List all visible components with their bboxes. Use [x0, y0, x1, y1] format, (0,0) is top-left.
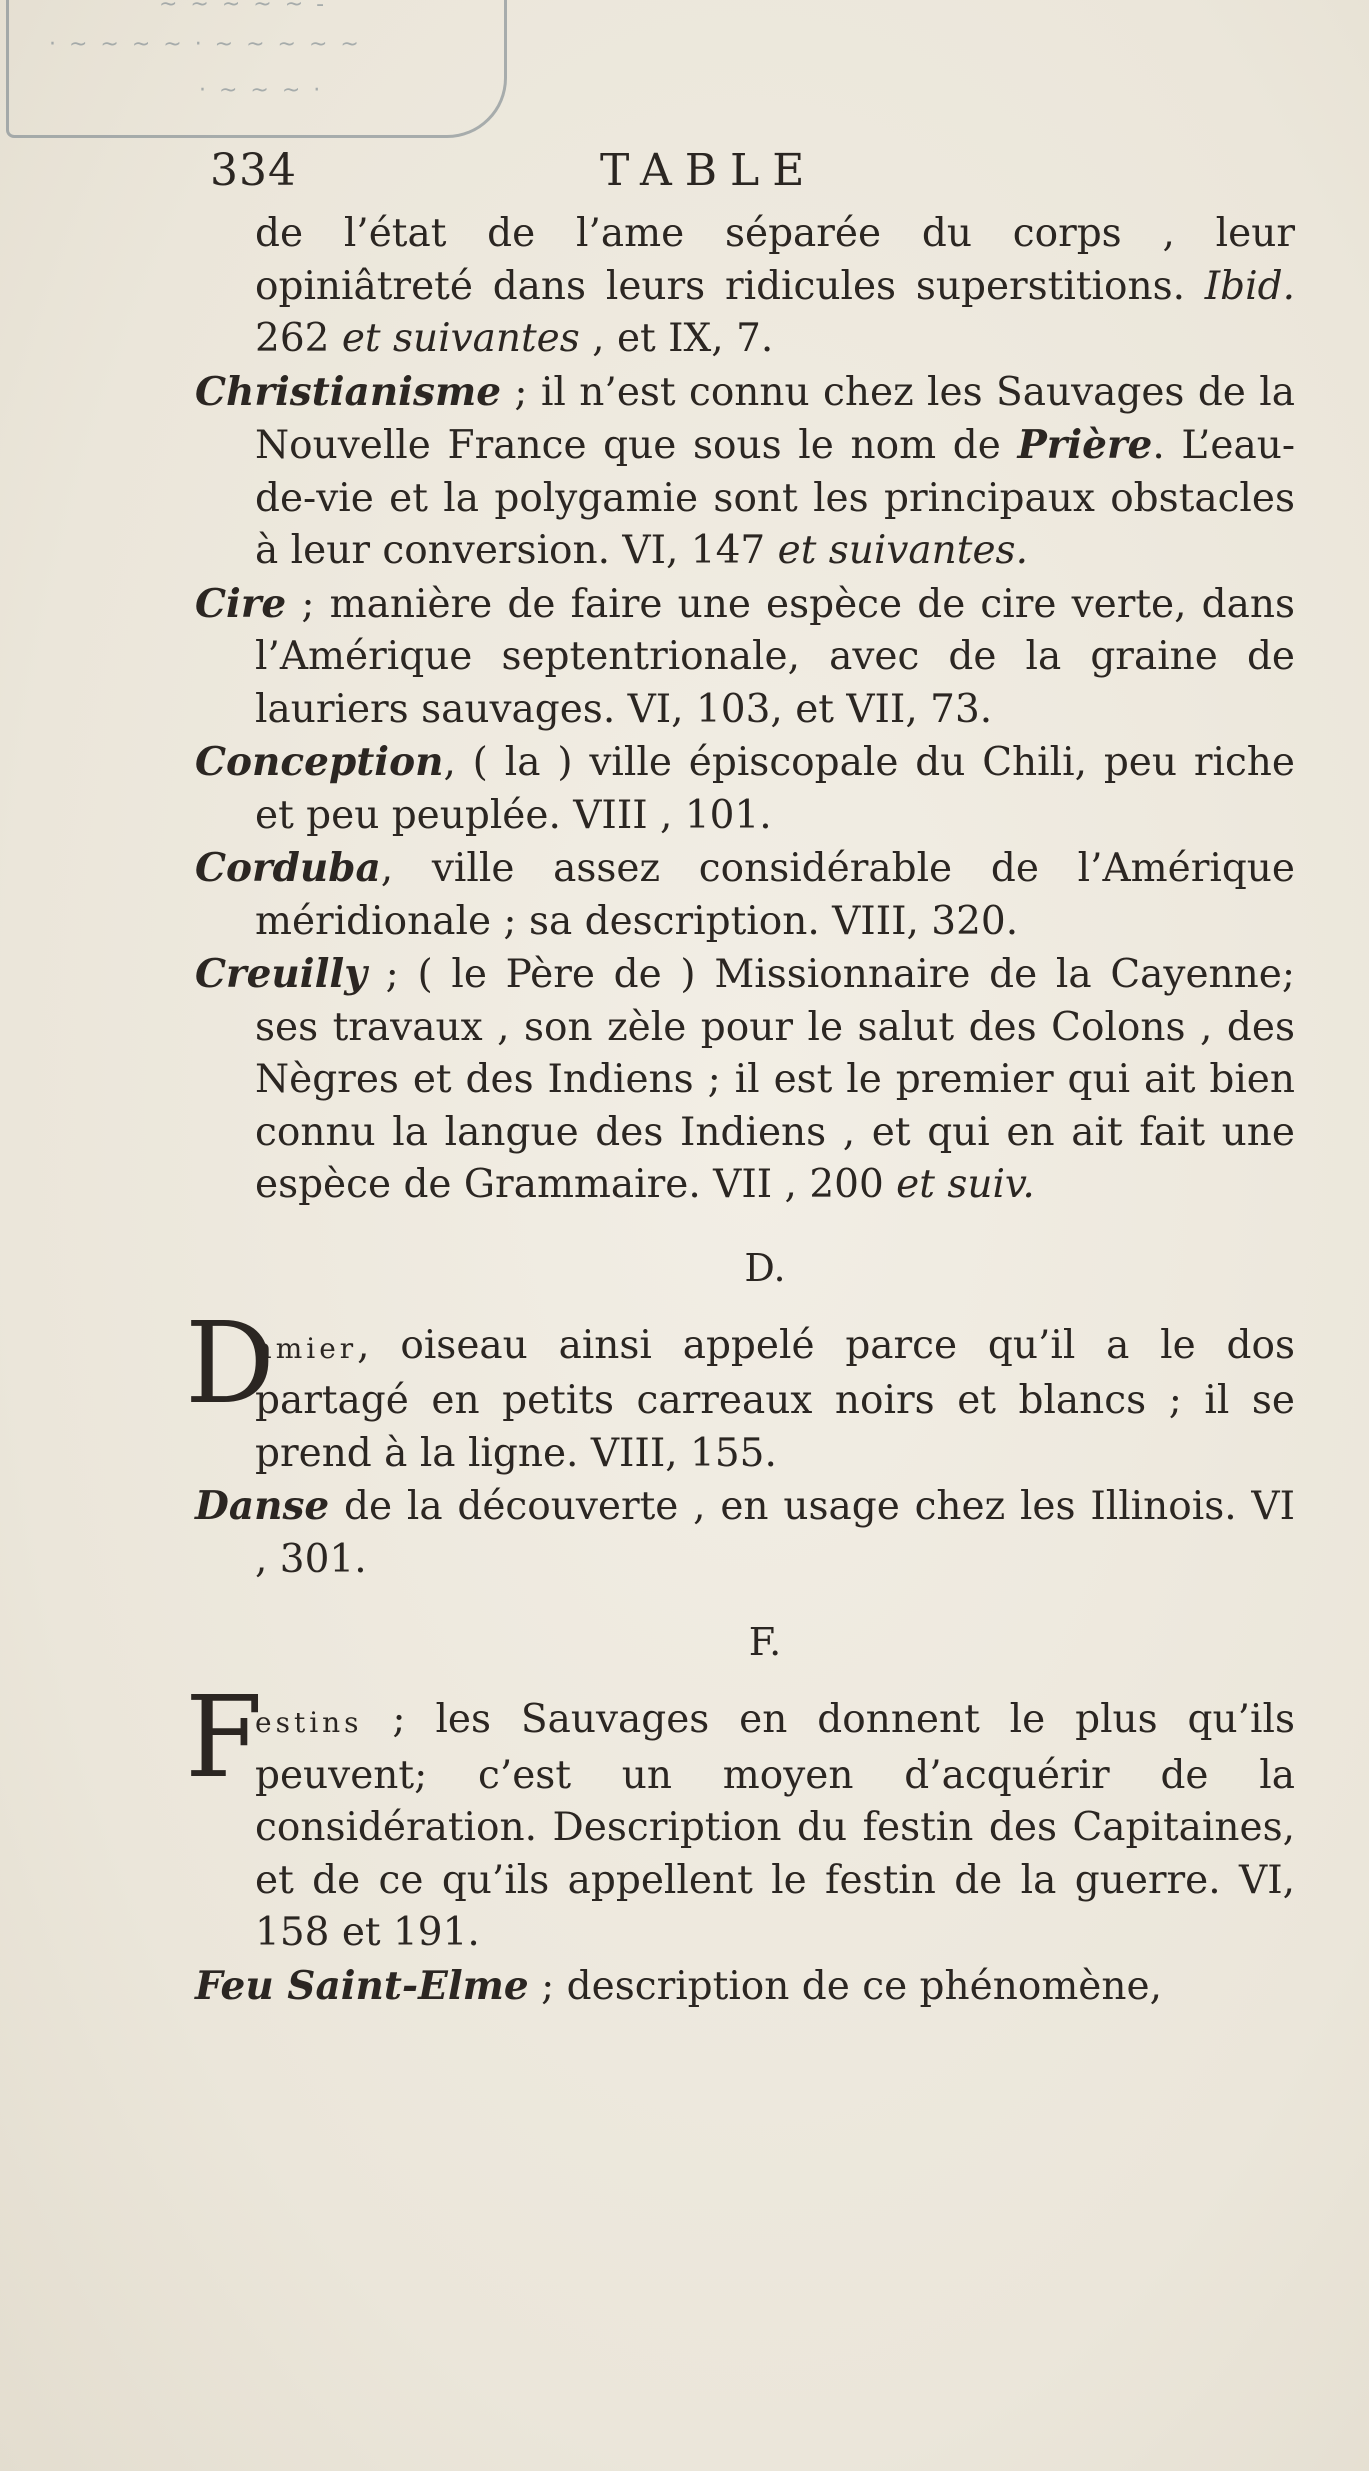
entry-term: Conception [195, 739, 444, 785]
drop-cap: F [185, 1673, 263, 1803]
entry-term: Feu Saint-Elme [195, 1962, 529, 2009]
stamp-text-line: · ~ ~ ~ · [199, 78, 324, 103]
running-title: TABLE [600, 145, 818, 196]
entry-term: Corduba [195, 845, 381, 891]
index-entry-corduba: Corduba, ville assez considérable de l’Amérique méridionale ; sa description. VIII, 320. [195, 845, 1295, 944]
page-number: 334 [210, 145, 297, 196]
stamp-text-line: · ~ ~ ~ ~ · ~ ~ ~ ~ ~ [49, 32, 362, 57]
stamp-text-line: ~ ~ ~ ~ ~ - [159, 0, 328, 17]
entry-term: Cire [195, 580, 287, 627]
page-header [0, 145, 1369, 205]
index-entry-continuation: de l’état de l’ame séparée du corps , leur opiniâtreté dans leurs ridicules superstitions. Ibid. 262 et suivantes , et IX, 7. [255, 211, 1295, 361]
index-entry-conception: Conception, ( la ) ville épiscopale du Chili, peu riche et peu peuplée. VIII , 101. [195, 739, 1295, 838]
index-entry-creuilly: Creuilly ; ( le Père de ) Missionnaire de la Cayenne; ses travaux , son zèle pour le salut des Colons , des Nègres et des Indiens ; il est le premier qui ait bien connu la langue des Indiens , et qui en ait fait une espèce de Grammaire. VII , 200 et suiv. [195, 951, 1295, 1207]
index-entry-christianisme: Christianisme ; il n’est connu chez les Sauvages de la Nouvelle France que sous le nom de Prière. L’eau-de-vie et la polygamie sont les principaux obstacles à leur conversion. VI, 147 et suivantes. [195, 368, 1295, 573]
library-stamp [6, 0, 507, 138]
section-heading-d: D. [744, 1245, 786, 1290]
index-text [185, 208, 1295, 2013]
index-entry-festins: F estins ; les Sauvages en donnent le plus qu’ils peuvent; c’est un moyen d’acquérir de la considération. Description du festin des Capitaines, et de ce qu’ils appellent le festin de la guerre. VI, 158 et 191. [185, 1673, 1295, 1955]
drop-cap: D [185, 1298, 275, 1429]
entry-term: Danse [195, 1483, 330, 1529]
entry-term: Creuilly [195, 951, 367, 997]
index-entry-cire: Cire ; manière de faire une espèce de cire verte, dans l’Amérique septentrionale, avec de la graine de lauriers sauvages. VI, 103, et VII, 73. [195, 580, 1295, 732]
index-entry-damier: D amier, oiseau ainsi appelé parce qu’il a le dos partagé en petits carreaux noirs et blancs ; il se prend à la ligne. VIII, 155. [185, 1298, 1295, 1476]
entry-term: Christianisme [195, 368, 502, 415]
section-heading-f: F. [748, 1620, 782, 1664]
index-entry-danse: Danse de la découverte , en usage chez les Illinois. VI , 301. [195, 1483, 1295, 1582]
index-entry-feu-saint-elme: Feu Saint-Elme ; description de ce phénomène, [195, 1962, 1162, 2009]
